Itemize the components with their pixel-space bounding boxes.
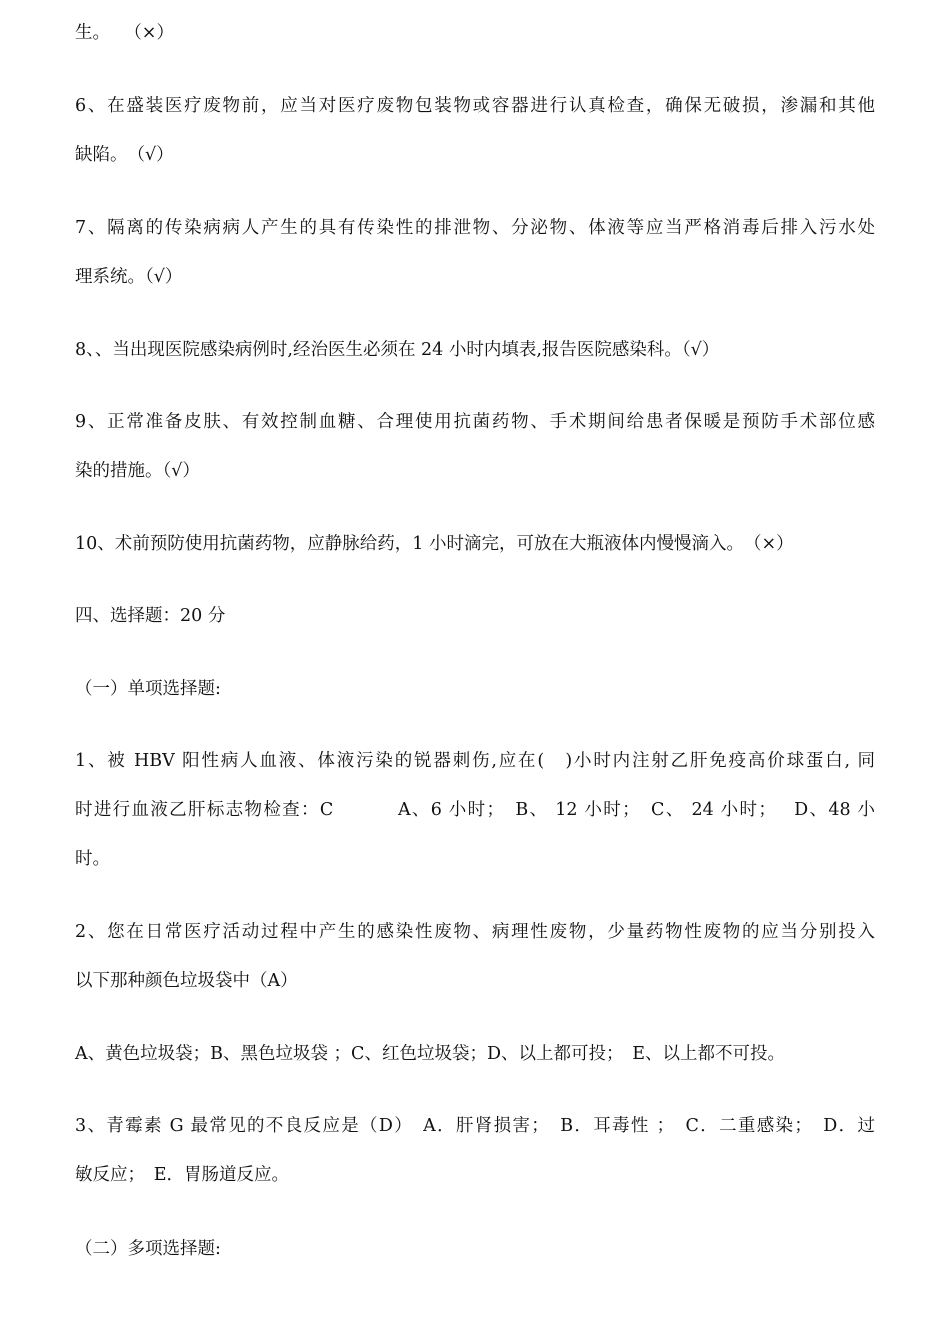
- text-line: 3、青霉素 G 最常见的不良反应是（D） A．肝肾损害； B．耳毒性 ； C．二重感染； D．过: [75, 1116, 875, 1136]
- text-line: 时进行血液乙肝标志物检查：C A、6 小时； B、 12 小时； C、 24 小时； D、48 小: [75, 800, 875, 820]
- subsection-heading: （一）单项选择题:: [75, 679, 221, 699]
- text-line: 敏反应； E．胃肠道反应。: [75, 1165, 290, 1185]
- subsection-heading: （二）多项选择题:: [75, 1239, 221, 1259]
- text-line: 理系统。（√）: [75, 267, 183, 287]
- text-line: 6、在盛装医疗废物前，应当对医疗废物包装物或容器进行认真检查，确保无破损，渗漏和其他: [75, 96, 875, 116]
- text-line: 生。 （×）: [75, 23, 174, 43]
- text-line: 时。: [75, 849, 110, 869]
- section-heading: 四、选择题：20 分: [75, 606, 226, 626]
- text-line: 10、术前预防使用抗菌药物，应静脉给药，1 小时滴完，可放在大瓶液体内慢慢滴入。 （×）: [75, 534, 794, 554]
- text-line: 染的措施。（√）: [75, 461, 200, 481]
- text-line: 以下那种颜色垃圾袋中（A）: [75, 971, 298, 991]
- text-line: 9、正常准备皮肤、有效控制血糖、合理使用抗菌药物、手术期间给患者保暖是预防手术部位感: [75, 412, 875, 432]
- text-line: 1、被 HBV 阳性病人血液、体液污染的锐器刺伤,应在( )小时内注射乙肝免疫高价球蛋白, 同: [75, 751, 875, 771]
- text-line: 2、您在日常医疗活动过程中产生的感染性废物、病理性废物，少量药物性废物的应当分别投入: [75, 922, 875, 942]
- text-line: A、黄色垃圾袋；B、黑色垃圾袋 ；C、红色垃圾袋；D、以上都可投； E、以上都不可投。: [75, 1044, 786, 1064]
- text-line: 8、、当出现医院感染病例时,经治医生必须在 24 小时内填表,报告医院感染科。（√）: [75, 340, 720, 360]
- text-line: 缺陷。 （√）: [75, 145, 174, 165]
- text-line: 7、隔离的传染病病人产生的具有传染性的排泄物、分泌物、体液等应当严格消毒后排入污水处: [75, 218, 875, 238]
